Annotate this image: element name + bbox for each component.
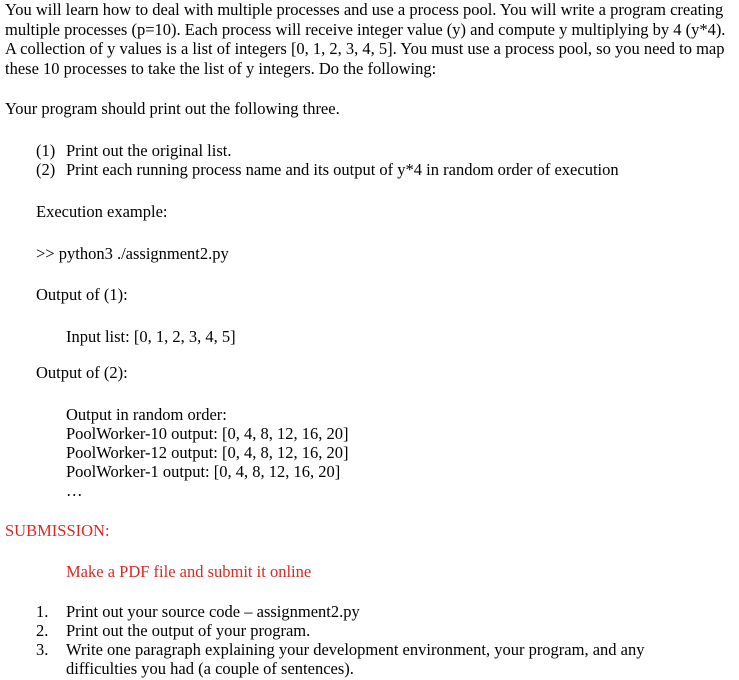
task-item-1 xyxy=(36,141,231,160)
command-line: >> python3 ./assignment2.py xyxy=(36,244,229,263)
task-text: Print each running process name and its output of y*4 in random order of execution xyxy=(66,160,619,179)
output2-line: PoolWorker-10 output: [0, 4, 8, 12, 16, 20] xyxy=(66,424,349,443)
output1-label: Output of (1): xyxy=(36,285,128,304)
output1-value: Input list: [0, 1, 2, 3, 4, 5] xyxy=(66,327,236,346)
task-text: Print out the original list. xyxy=(66,141,232,160)
intro-paragraph: You will learn how to deal with multiple processes and use a process pool. You will write a program creating multiple processes (p=10). Each process will receive integer value (y) and compute y multiplying by 4 (y*4). A collection of y values is a list of integers [0, 1, 2, 3, 4, 5]. You must use a process pool, so you need to map these 10 processes to take the list of y integers. Do the following: xyxy=(5,0,726,78)
submission-item-3 xyxy=(36,640,666,678)
task-number: (1) xyxy=(36,141,56,160)
item-number: 3. xyxy=(36,640,49,659)
output2-line: Output in random order: xyxy=(66,405,227,424)
item-text: Write one paragraph explaining your development environment, your program, and any difficulties you had (a couple of sentences). xyxy=(66,640,645,678)
print-instruction: Your program should print out the following three. xyxy=(5,99,340,118)
submission-item-2 xyxy=(36,621,310,640)
item-text: Print out the output of your program. xyxy=(66,621,311,640)
submission-note: Make a PDF file and submit it online xyxy=(66,562,312,581)
output2-line: PoolWorker-1 output: [0, 4, 8, 12, 16, 20] xyxy=(66,462,341,481)
item-number: 2. xyxy=(36,621,49,640)
submission-item-1 xyxy=(36,602,360,621)
output2-line: PoolWorker-12 output: [0, 4, 8, 12, 16, 20] xyxy=(66,443,349,462)
item-text: Print out your source code – assignment2.py xyxy=(66,602,360,621)
output2-label: Output of (2): xyxy=(36,363,128,382)
item-number: 1. xyxy=(36,602,49,621)
submission-heading: SUBMISSION: xyxy=(5,521,110,540)
task-number: (2) xyxy=(36,160,56,179)
execution-example-label: Execution example: xyxy=(36,202,168,221)
task-item-2 xyxy=(36,160,619,179)
output2-ellipsis: … xyxy=(66,481,83,500)
